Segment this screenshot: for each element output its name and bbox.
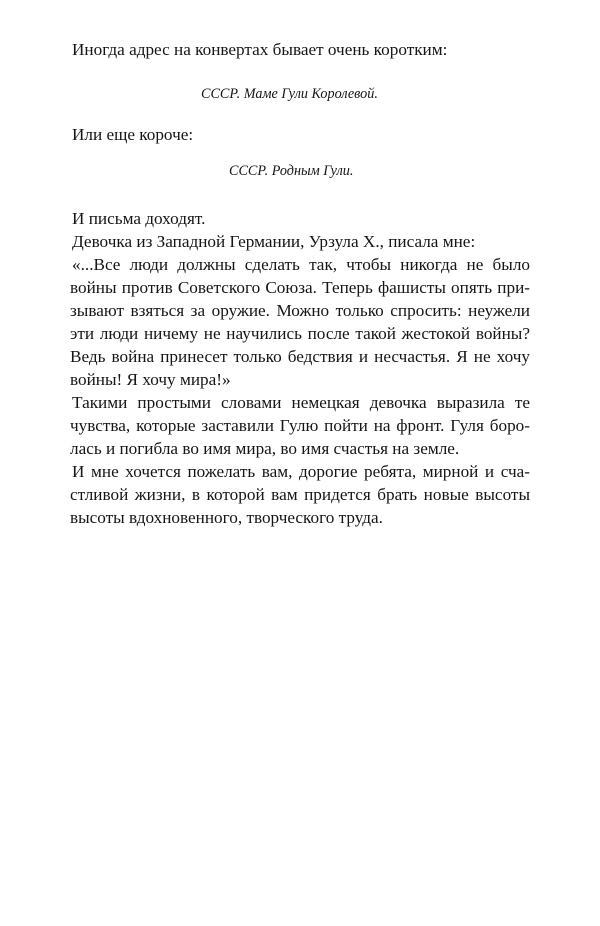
paragraph-feelings	[70, 391, 530, 460]
shorter-paragraph	[70, 123, 530, 146]
paragraph-line: высоты вдохновенного, творческого труда.	[70, 508, 383, 527]
quote-line: «...Все люди должны сделать так, чтобы никогда не было	[72, 255, 530, 274]
envelope-address-family: СССР. Родным Гули.	[229, 163, 354, 179]
quote-block	[70, 253, 530, 391]
girl-intro-line: Девочка из Западной Германии, Урзула Х., писала мне:	[72, 232, 476, 251]
shorter-line: Или еще короче:	[72, 125, 194, 144]
quote-line: эти люди ничему не научились после такой жестокой войны?	[70, 324, 530, 343]
intro-line: Иногда адрес на конвертах бывает очень коротким:	[72, 40, 448, 59]
main-text	[70, 207, 530, 529]
paragraph-line: стливой жизни, в которой вам придется брать новые высоты	[70, 485, 530, 504]
quote-line: зывают взяться за оружие. Можно только спросить: неужели	[70, 301, 530, 320]
letters-arrive-line: И письма доходят.	[72, 209, 206, 228]
paragraph-wish	[70, 460, 530, 529]
envelope-address-mother: СССР. Маме Гули Королевой.	[201, 86, 378, 102]
paragraph-line: И мне хочется пожелать вам, дорогие ребята, мирной и сча-	[72, 462, 530, 481]
paragraph-line: Такими простыми словами немецкая девочка выразила те	[72, 393, 530, 412]
paragraph-line: лась и погибла во имя мира, во имя счастья на земле.	[70, 439, 460, 458]
quote-line: войны против Советского Союза. Теперь фашисты опять при-	[70, 278, 530, 297]
quote-line: Ведь война принесет только бедствия и несчастья. Я не хочу	[70, 347, 530, 366]
intro-paragraph	[70, 38, 530, 61]
paragraph-line: чувства, которые заставили Гулю пойти на фронт. Гуля боро-	[70, 416, 530, 435]
quote-line: войны! Я хочу мира!»	[70, 370, 231, 389]
